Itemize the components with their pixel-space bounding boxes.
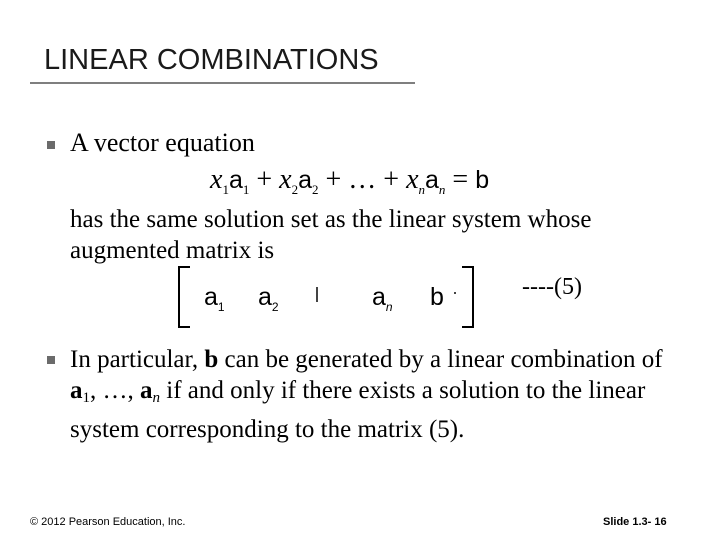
matrix-column-a2: $a_2$ bbox=[258, 283, 279, 314]
continuation-text: has the same solution set as the linear system whose augmented matrix is bbox=[70, 206, 592, 264]
vector-equation: $x_1a_1 + x_2a_2$ + … + $x_na_n = b$ bbox=[210, 164, 490, 197]
equation-label: ----(5) bbox=[522, 274, 582, 300]
bullet-square-icon bbox=[47, 356, 55, 364]
slide-number: Slide 1.3- 16 bbox=[603, 516, 667, 528]
matrix-column-an: $a_n$ bbox=[372, 283, 393, 314]
matrix-column-b: b bbox=[430, 283, 444, 311]
second-bullet-text: In particular, b can be generated by a linear combination of $a_1$, …, $a_n$ if and only if there exists a solution to the linear system corresponding to the matrix (5). bbox=[70, 346, 663, 443]
matrix-dot bbox=[454, 292, 456, 294]
bullet-square-icon bbox=[47, 141, 55, 149]
left-bracket bbox=[178, 266, 190, 328]
bullet-lead-text: A vector equation bbox=[70, 128, 255, 157]
copyright-text: © 2012 Pearson Education, Inc. bbox=[30, 516, 186, 528]
column-separator bbox=[316, 287, 318, 302]
right-bracket bbox=[462, 266, 474, 328]
title-underline bbox=[30, 82, 415, 84]
matrix-column-a1: $a_1$ bbox=[204, 283, 225, 314]
slide-title: LINEAR COMBINATIONS bbox=[44, 44, 379, 76]
